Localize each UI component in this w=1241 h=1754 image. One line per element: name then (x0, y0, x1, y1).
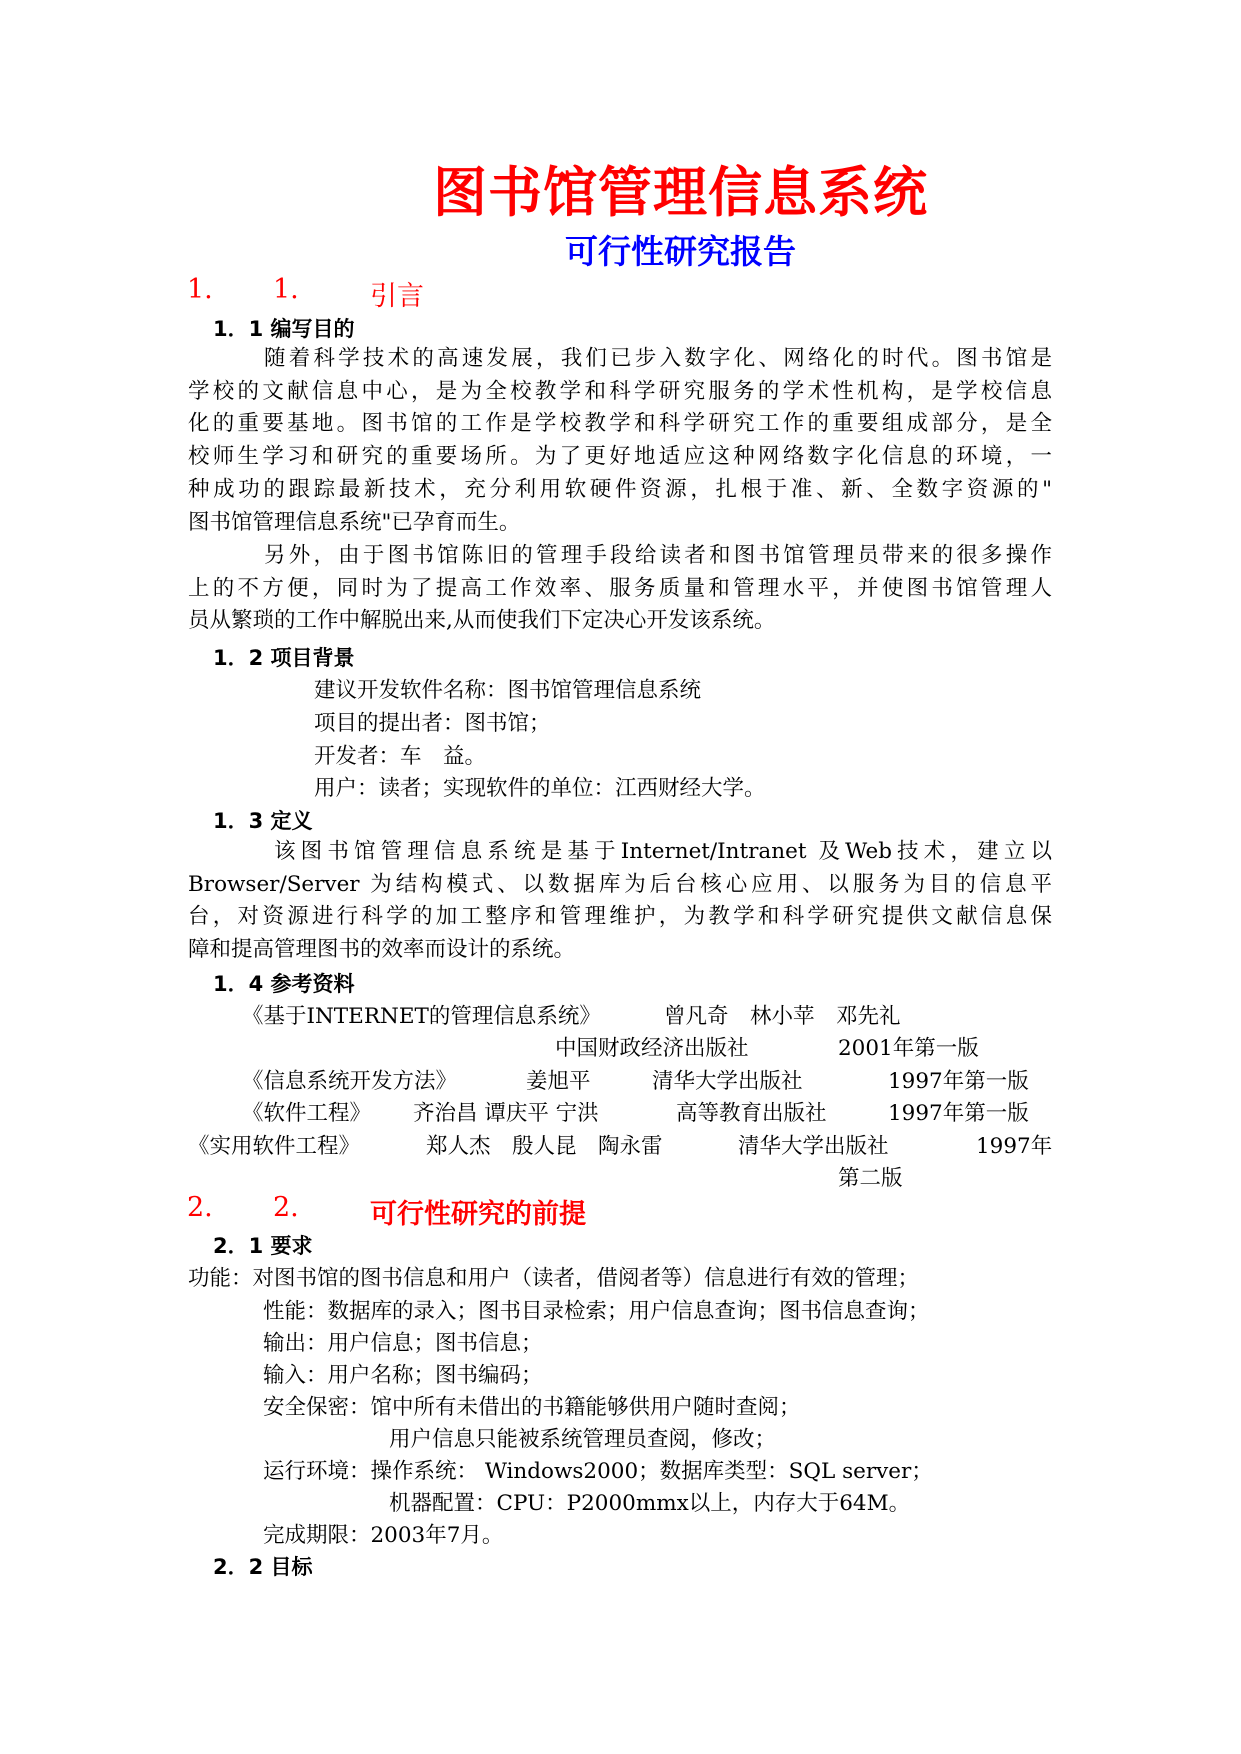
reference-4-year: 1997年 (976, 1134, 1053, 1159)
reference-4-edition: 第二版 (838, 1166, 903, 1191)
reference-4-publisher: 清华大学出版社 (738, 1134, 889, 1159)
section-number: 1. (187, 274, 213, 305)
subsection-2-2-heading: 2．2 目标 (213, 1555, 313, 1579)
paragraph-line: 障和提高管理图书的效率而设计的系统。 (188, 937, 576, 963)
reference-3-authors: 齐治昌 谭庆平 宁洪 (413, 1101, 599, 1126)
paragraph-purpose-2 (188, 540, 1052, 638)
paragraph-line: 上的不方便，同时为了提高工作效率、服务质量和管理水平，并使图书馆管理人 (188, 575, 1052, 601)
paragraph-line: 随着科学技术的高速发展，我们已步入数字化、网络化的时代。图书馆是 (264, 346, 1052, 371)
paragraph-line: 员从繁琐的工作中解脱出来,从而使我们下定决心开发该系统。 (188, 608, 776, 634)
requirement-input: 输入：用户名称；图书编码； (263, 1363, 543, 1388)
document-subtitle: 可行性研究报告 (565, 232, 796, 271)
paragraph-purpose-1 (188, 343, 1052, 539)
section-2-heading (187, 1192, 687, 1230)
reference-1-title: 《基于INTERNET的管理信息系统》 (242, 1004, 601, 1029)
reference-2-title: 《信息系统开发方法》 (242, 1069, 458, 1094)
paragraph-line: 学校的文献信息中心，是为全校教学和科学研究服务的学术性机构，是学校信息 (188, 378, 1052, 404)
subsection-1-3-heading: 1．3 定义 (213, 809, 313, 833)
subsection-1-2-heading: 1．2 项目背景 (213, 646, 355, 670)
background-line: 建议开发软件名称：图书馆管理信息系统 (314, 678, 702, 703)
reference-3-publisher: 高等教育出版社 (676, 1101, 827, 1126)
requirement-performance: 性能：数据库的录入；图书目录检索；用户信息查询；图书信息查询； (263, 1299, 930, 1324)
reference-1-publisher: 中国财政经济出版社 (555, 1036, 749, 1061)
section-number: 2. (187, 1192, 213, 1223)
section-number-repeat: 1. (273, 274, 299, 305)
background-line: 项目的提出者：图书馆； (314, 711, 551, 736)
section-number-repeat: 2. (273, 1192, 299, 1223)
paragraph-line: 该图书馆管理信息系统是基于Internet/Intranet 及Web技术，建立以 (274, 839, 1052, 864)
paragraph-line: 图书馆管理信息系统"已孕育而生。 (188, 509, 521, 535)
reference-3-title: 《软件工程》 (242, 1101, 372, 1126)
paragraph-line: 种成功的跟踪最新技术，充分利用软硬件资源，扎根于准、新、全数字资源的" (188, 476, 1052, 502)
section-title: 可行性研究的前提 (370, 1199, 586, 1230)
requirement-security-2: 用户信息只能被系统管理员查阅，修改； (389, 1427, 777, 1452)
subsection-1-1-heading: 1．1 编写目的 (213, 317, 355, 341)
reference-4-title: 《实用软件工程》 (188, 1134, 361, 1159)
reference-1-edition: 2001年第一版 (838, 1036, 979, 1061)
paragraph-line: 化的重要基地。图书馆的工作是学校教学和科学研究工作的重要组成部分，是全 (188, 411, 1052, 437)
section-title: 引言 (370, 281, 424, 312)
document-title: 图书馆管理信息系统 (433, 160, 928, 224)
reference-1-authors: 曾凡奇 林小苹 邓先礼 (664, 1004, 901, 1029)
reference-2-publisher: 清华大学出版社 (652, 1069, 803, 1094)
section-1-heading (187, 274, 587, 312)
requirement-security: 安全保密：馆中所有未借出的书籍能够供用户随时查阅； (263, 1395, 801, 1420)
subsection-1-4-heading: 1．4 参考资料 (213, 972, 355, 996)
requirement-deadline: 完成期限：2003年7月。 (263, 1523, 504, 1548)
paragraph-line: 校师生学习和研究的重要场所。为了更好地适应这种网络数字化信息的环境，一 (188, 444, 1052, 470)
paragraph-definition (188, 836, 1052, 967)
reference-2-edition: 1997年第一版 (888, 1069, 1029, 1094)
reference-2-authors: 姜旭平 (526, 1069, 591, 1094)
requirement-function: 功能：对图书馆的图书信息和用户（读者，借阅者等）信息进行有效的管理； (188, 1266, 920, 1291)
requirement-output: 输出：用户信息；图书信息； (263, 1331, 543, 1356)
subsection-2-1-heading: 2．1 要求 (213, 1234, 313, 1258)
requirement-hardware: 机器配置：CPU：P2000mmx以上，内存大于64M。 (389, 1491, 911, 1516)
background-line: 用户：读者；实现软件的单位：江西财经大学。 (314, 776, 766, 801)
requirement-environment: 运行环境：操作系统： Windows2000；数据库类型：SQL server； (263, 1459, 933, 1484)
reference-4-authors: 郑人杰 殷人昆 陶永雷 (426, 1134, 663, 1159)
background-line: 开发者：车 益。 (314, 744, 487, 769)
paragraph-line: 另外，由于图书馆陈旧的管理手段给读者和图书馆管理员带来的很多操作 (264, 543, 1052, 568)
paragraph-line: Browser/Server 为结构模式、以数据库为后台核心应用、以服务为目的信息平 (188, 871, 1052, 897)
paragraph-line: 台，对资源进行科学的加工整序和管理维护，为教学和科学研究提供文献信息保 (188, 904, 1052, 930)
reference-3-edition: 1997年第一版 (888, 1101, 1029, 1126)
